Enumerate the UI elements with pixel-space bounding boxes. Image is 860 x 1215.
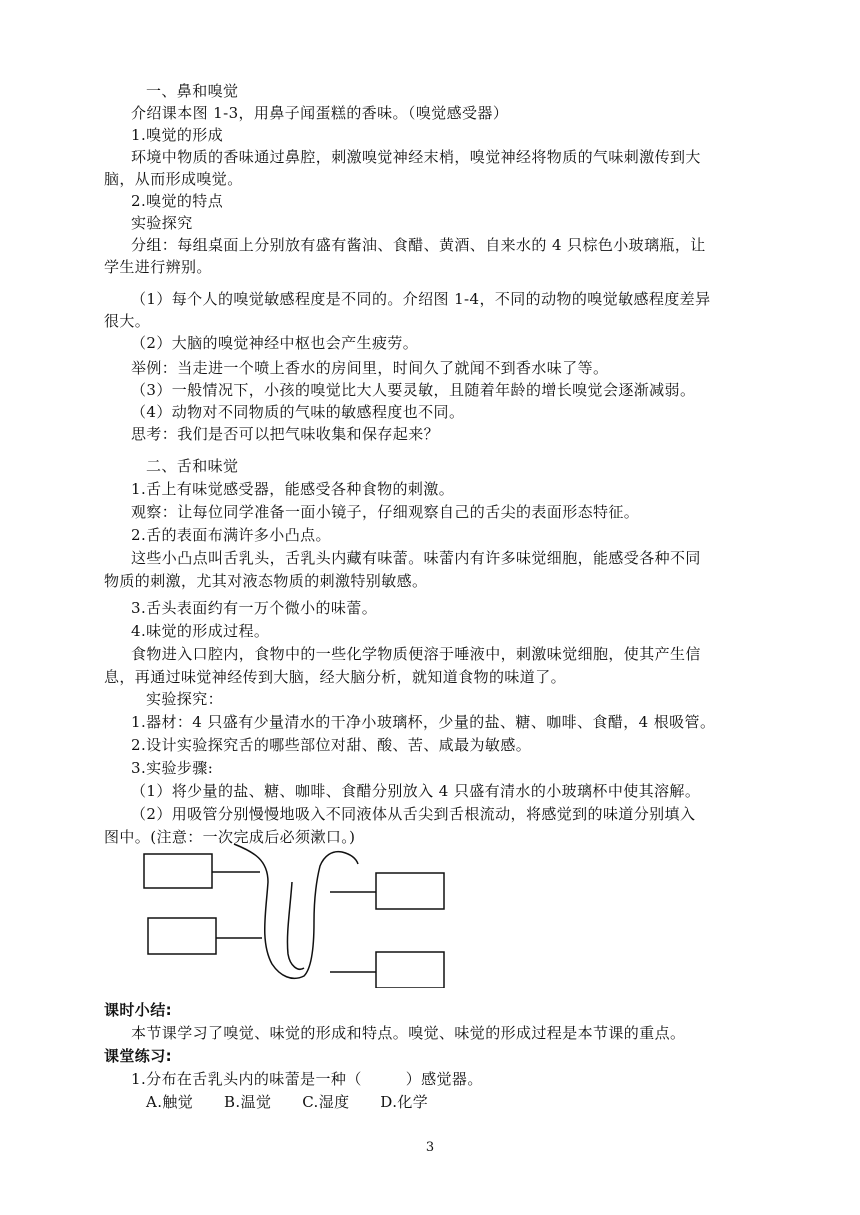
page-number: 3	[425, 1140, 435, 1155]
section-heading-nose: 一、鼻和嗅觉	[146, 82, 239, 100]
paragraph-line: 学生进行辨别。	[104, 258, 212, 276]
question-1-prefix: 1.分布在舌乳头内的味蕾是一种（	[131, 1070, 362, 1088]
paragraph-line: 介绍课本图 1-3，用鼻子闻蛋糕的香味。（嗅觉感受器）	[131, 104, 509, 122]
paragraph-line: 物质的刺激，尤其对液态物质的刺激特别敏感。	[104, 572, 428, 590]
summary-heading: 课时小结:	[104, 1001, 172, 1019]
subheading: 1.嗅觉的形成	[131, 126, 224, 144]
paragraph-line: 2.设计实验探究舌的哪些部位对甜、酸、苦、咸最为敏感。	[131, 736, 532, 754]
subheading: 实验探究：	[146, 690, 224, 708]
answer-box-middle-left	[148, 918, 216, 954]
section-heading-tongue: 二、舌和味觉	[146, 457, 239, 475]
paragraph-line: 4.味觉的形成过程。	[131, 622, 270, 640]
subheading: 2.嗅觉的特点	[131, 192, 224, 210]
practice-heading: 课堂练习:	[104, 1047, 172, 1065]
paragraph-line: 图中。(注意：一次完成后必须漱口。)	[104, 828, 356, 846]
paragraph-line: （2）大脑的嗅觉神经中枢也会产生疲劳。	[131, 334, 419, 352]
answer-box-top-left	[144, 854, 212, 888]
paragraph-line: 环境中物质的香味通过鼻腔，刺激嗅觉神经末梢，嗅觉神经将物质的气味刺激传到大	[131, 148, 701, 166]
question-1	[131, 1068, 483, 1090]
paragraph-line: 举例：当走进一个喷上香水的房间里，时间久了就闻不到香水味了等。	[131, 359, 609, 377]
paragraph-line: 3.舌头表面约有一万个微小的味蕾。	[131, 599, 378, 617]
paragraph-line: （3）一般情况下，小孩的嗅觉比大人要灵敏，且随着年龄的增长嗅觉会逐渐减弱。	[131, 381, 696, 399]
paragraph-line: 食物进入口腔内，食物中的一些化学物质便溶于唾液中，刺激味觉细胞，使其产生信	[131, 645, 701, 663]
answer-box-bottom-right	[376, 952, 444, 988]
paragraph-line: 很大。	[104, 312, 151, 330]
paragraph-line: （1）将少量的盐、糖、咖啡、食醋分别放入 4 只盛有清水的小玻璃杯中使其溶解。	[131, 782, 701, 800]
paragraph-line: （4）动物对不同物质的气味的敏感程度也不同。	[131, 403, 465, 421]
tongue-midline	[287, 882, 304, 969]
tongue-outline	[234, 844, 358, 978]
paragraph-line: （1）每个人的嗅觉敏感程度是不同的。介绍图 1-4，不同的动物的嗅觉敏感程度差异	[131, 290, 711, 308]
question-1-options: A.触觉 B.温觉 C.湿度 D.化学	[146, 1093, 429, 1111]
paragraph-line: 分组：每组桌面上分别放有盛有酱油、食醋、黄酒、自来水的 4 只棕色小玻璃瓶，让	[131, 236, 706, 254]
paragraph-line: 2.舌的表面布满许多小凸点。	[131, 526, 331, 544]
paragraph-line: 观察：让每位同学准备一面小镜子，仔细观察自己的舌尖的表面形态特征。	[131, 503, 640, 521]
paragraph-line: 息，再通过味觉神经传到大脑，经大脑分析，就知道食物的味道了。	[104, 668, 567, 686]
tongue-diagram	[136, 842, 458, 988]
paragraph-line: 这些小凸点叫舌乳头，舌乳头内藏有味蕾。味蕾内有许多味觉细胞，能感受各种不同	[131, 549, 701, 567]
question-1-suffix: ）感觉器。	[405, 1070, 483, 1088]
paragraph-line: 3.实验步骤:	[131, 759, 214, 777]
summary-text: 本节课学习了嗅觉、味觉的形成和特点。嗅觉、味觉的形成过程是本节课的重点。	[131, 1024, 686, 1042]
paragraph-line: （2）用吸管分别慢慢地吸入不同液体从舌尖到舌根流动，将感觉到的味道分别填入	[131, 805, 696, 823]
paragraph-line: 1.舌上有味觉感受器，能感受各种食物的刺激。	[131, 480, 455, 498]
paragraph-line: 脑，从而形成嗅觉。	[104, 170, 243, 188]
paragraph-line: 思考：我们是否可以把气味收集和保存起来？	[131, 425, 440, 443]
answer-box-top-right	[376, 873, 444, 909]
paragraph-line: 1.器材：4 只盛有少量清水的干净小玻璃杯，少量的盐、糖、咖啡、食醋，4 根吸管。	[131, 713, 716, 731]
subheading: 实验探究	[131, 214, 193, 232]
